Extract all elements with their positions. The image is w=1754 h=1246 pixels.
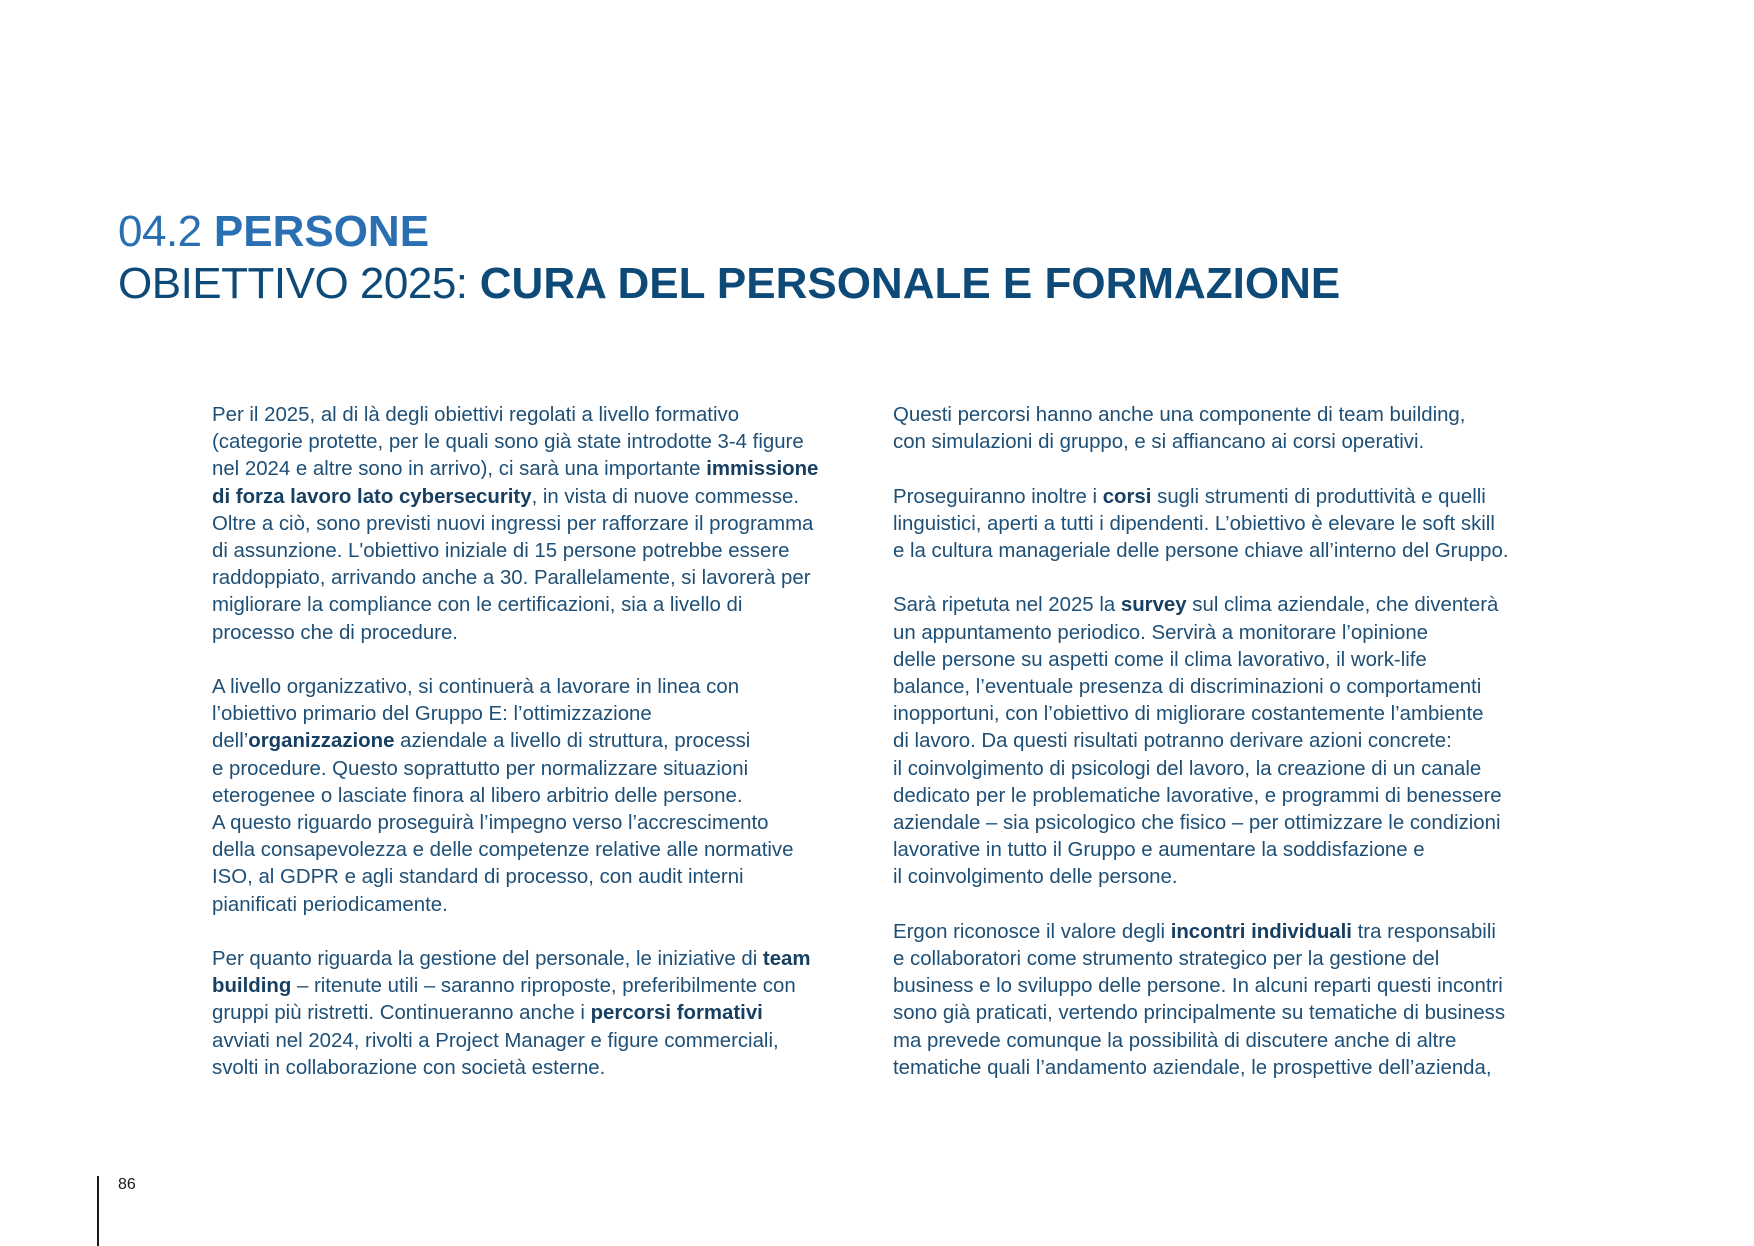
paragraph-text: – ritenute utili – saranno riproposte, preferibilmente con gruppi più ristretti. Continueranno anche i bbox=[212, 975, 796, 1025]
objective-heading bbox=[118, 258, 1340, 310]
paragraph bbox=[893, 484, 1553, 566]
paragraph-text: Per il 2025, al di là degli obiettivi regolati a livello formativo (categorie protette, per le quali sono già state introdotte 3-4 figure nel 2024 e altre sono in arrivo), ci sarà una importante bbox=[212, 404, 804, 481]
paragraph-text: sugli strumenti di produttività e quelli linguistici, aperti a tutti i dipendenti. L’obiettivo è elevare le soft skill e la cultura manageriale delle persone chiave all’interno del Gruppo. bbox=[893, 485, 1509, 562]
paragraph-text: , in vista di nuove commesse. Oltre a ciò, sono previsti nuovi ingressi per rafforzare il programma di assunzione. L'obiettivo iniziale di 15 persone potrebbe essere raddoppiato, arrivando anche a 30. Parallelamente, si lavorerà per migliorare la compliance con le certificazioni, sia a livello di processo che di procedure. bbox=[212, 485, 814, 644]
paragraph-text: A livello organizzativo, si continuerà a lavorare in linea con l’obiettivo primario del Gruppo E: l’ottimizzazione dell’ bbox=[212, 676, 740, 753]
paragraph-text: Questi percorsi hanno anche una componente di team building, con simulazioni di gruppo, e si affiancano ai corsi operativi. bbox=[893, 404, 1466, 454]
paragraph bbox=[212, 946, 872, 1082]
paragraph bbox=[893, 919, 1553, 1082]
right-column bbox=[893, 402, 1553, 1109]
paragraph-text: aziendale a livello di struttura, processi e procedure. Questo soprattutto per normalizzare situazioni eterogenee o lasciate finora al libero arbitrio delle persone. A questo riguardo proseguirà l’impegno verso l’accrescimento della consapevolezza e delle competenze relative alle normative ISO, al GDPR e agli standard di processo, con audit interni pianificati periodicamente. bbox=[212, 730, 794, 916]
highlight-cybersecurity: immissione di forza lavoro lato cybersecurity bbox=[212, 458, 819, 508]
paragraph-text: Proseguiranno inoltre i bbox=[893, 485, 1103, 508]
paragraph-text: tra responsabili e collaboratori come strumento strategico per la gestione del business e lo sviluppo delle persone. In alcuni reparti questi incontri sono già praticati, vertendo principalmente su tematiche di business ma prevede comunque la possibilità di discutere anche di altre tematiche quali l’andamento aziendale, le prospettive dell’azienda, bbox=[893, 920, 1506, 1079]
paragraph bbox=[212, 674, 872, 919]
objective-title: CURA DEL PERSONALE E FORMAZIONE bbox=[479, 259, 1341, 308]
highlight-team-building: team building bbox=[212, 948, 811, 998]
paragraph-text: Sarà ripetuta nel 2025 la bbox=[893, 594, 1121, 617]
section-heading bbox=[118, 206, 1340, 258]
page-number: 86 bbox=[118, 1176, 136, 1193]
paragraph-text: Ergon riconosce il valore degli bbox=[893, 920, 1171, 943]
paragraph-text: avviati nel 2024, rivolti a Project Manager e figure commerciali, svolti in collaborazione con società esterne. bbox=[212, 1029, 779, 1079]
left-column bbox=[212, 402, 872, 1109]
section-title: PERSONE bbox=[213, 207, 430, 256]
section-number: 04.2 bbox=[118, 207, 202, 256]
highlight-incontri-individuali: incontri individuali bbox=[1170, 920, 1352, 943]
objective-prefix: OBIETTIVO 2025: bbox=[118, 259, 468, 308]
paragraph bbox=[212, 402, 872, 647]
paragraph bbox=[893, 402, 1553, 456]
highlight-survey: survey bbox=[1120, 594, 1187, 617]
paragraph bbox=[893, 592, 1553, 891]
highlight-corsi: corsi bbox=[1102, 485, 1152, 508]
page-number-rule bbox=[97, 1176, 99, 1246]
paragraph-text: sul clima aziendale, che diventerà un appuntamento periodico. Servirà a monitorare l’opinione delle persone su aspetti come il clima lavorativo, il work-life balance, l’eventuale presenza di discriminazioni o comportamenti inopportuni, con l’obiettivo di migliorare costantemente l’ambiente di lavoro. Da questi risultati potranno derivare azioni concrete: il coinvolgimento di psicologi del lavoro, la creazione di un canale dedicato per le problematiche lavorative, e programmi di benessere aziendale – sia psicologico che fisico – per ottimizzare le condizioni lavorative in tutto il Gruppo e aumentare la soddisfazione e il coinvolgimento delle persone. bbox=[893, 594, 1502, 889]
highlight-organizzazione: organizzazione bbox=[248, 730, 395, 753]
page-heading bbox=[118, 206, 1340, 310]
paragraph-text: Per quanto riguarda la gestione del personale, le iniziative di bbox=[212, 948, 763, 971]
highlight-percorsi-formativi: percorsi formativi bbox=[590, 1002, 763, 1025]
